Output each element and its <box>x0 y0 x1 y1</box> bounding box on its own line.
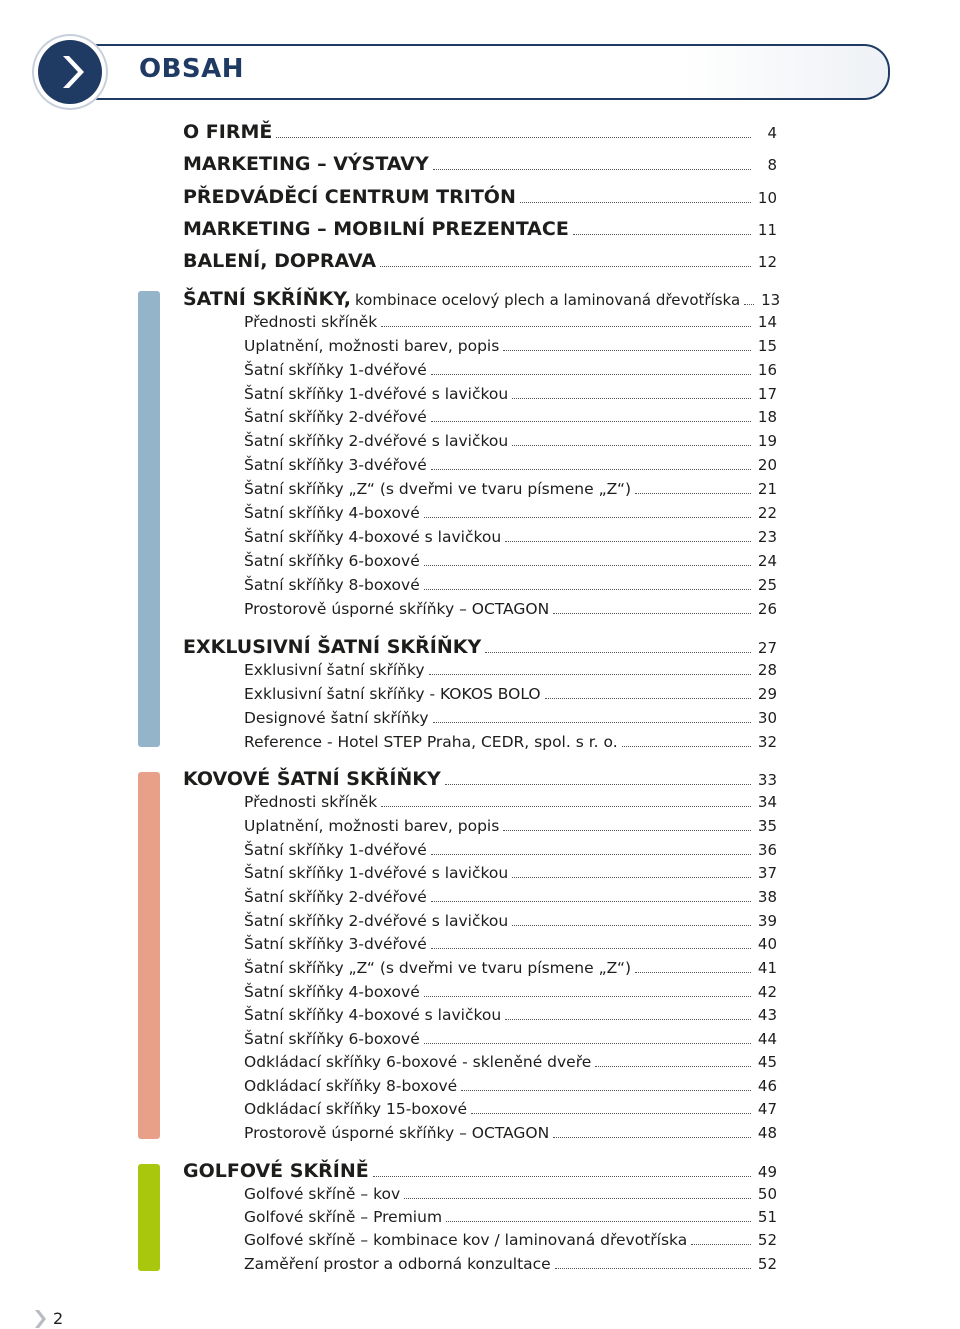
toc-entry[interactable] <box>244 576 777 594</box>
toc-entry-label: Šatní skříňky 6-boxové <box>244 1030 420 1048</box>
toc-entry-page: 10 <box>757 189 777 207</box>
dot-leader <box>512 925 751 926</box>
toc-entry-page: 24 <box>757 552 777 570</box>
dot-leader <box>622 746 751 747</box>
toc-entry-label: Šatní skříňky 2-dvéřové s lavičkou <box>244 432 509 450</box>
toc-entry-page: 26 <box>757 600 777 618</box>
toc-entry-page: 43 <box>757 1006 777 1024</box>
toc-entry[interactable] <box>244 432 777 450</box>
dot-leader <box>429 674 751 675</box>
toc-entry-page: 39 <box>757 912 777 930</box>
dot-leader <box>553 613 751 614</box>
toc-entry[interactable] <box>244 313 777 331</box>
toc-entry[interactable] <box>244 1077 777 1095</box>
toc-entry-page: 41 <box>757 959 777 977</box>
toc-entry-label: Exklusivní šatní skříňky <box>244 661 425 679</box>
toc-entry-page: 47 <box>757 1100 777 1118</box>
dot-leader <box>512 398 751 399</box>
dot-leader <box>461 1090 751 1091</box>
toc-entry-page: 27 <box>757 639 777 657</box>
toc-entry-label: Exklusivní šatní skříňky - KOKOS BOLO <box>244 685 541 703</box>
toc-entry-page: 25 <box>757 576 777 594</box>
dot-leader <box>424 1043 751 1044</box>
section-bar-satni-skrinky <box>138 291 160 747</box>
toc-entry[interactable] <box>244 709 777 727</box>
chevron-right-icon <box>38 40 102 104</box>
toc-entry-label: ŠATNÍ SKŘÍŇKY, <box>183 288 352 310</box>
toc-entry-label: Šatní skříňky 1-dvéřové <box>244 841 427 859</box>
toc-entry-sublabel: kombinace ocelový plech a laminovaná dřevotříska <box>355 291 741 309</box>
dot-leader <box>505 541 751 542</box>
section-bar-golfove-skrine <box>138 1164 160 1271</box>
dot-leader <box>545 698 751 699</box>
dot-leader <box>573 234 751 235</box>
toc-entry-page: 52 <box>757 1231 777 1249</box>
toc-entry-label: Uplatnění, možnosti barev, popis <box>244 817 500 835</box>
toc-entry-page: 18 <box>757 408 777 426</box>
toc-entry[interactable] <box>244 817 777 835</box>
toc-entry-page: 50 <box>757 1185 777 1203</box>
toc-entry[interactable] <box>244 1124 777 1142</box>
toc-entry[interactable] <box>244 1208 777 1226</box>
toc-entry[interactable] <box>244 864 777 882</box>
dot-leader <box>512 445 751 446</box>
dot-leader <box>555 1268 751 1269</box>
dot-leader <box>635 493 751 494</box>
toc-entry-page: 13 <box>761 291 781 309</box>
toc-entry-label: GOLFOVÉ SKŘÍNĚ <box>183 1160 369 1182</box>
toc-entry-label: EXKLUSIVNÍ ŠATNÍ SKŘÍŇKY <box>183 636 482 658</box>
dot-leader <box>424 517 751 518</box>
dot-leader <box>381 326 751 327</box>
toc-entry[interactable] <box>183 288 781 310</box>
toc-entry-page: 48 <box>757 1124 777 1142</box>
dot-leader <box>505 1019 751 1020</box>
toc-entry[interactable] <box>244 888 777 906</box>
dot-leader <box>431 374 751 375</box>
toc-entry[interactable] <box>244 1030 777 1048</box>
header-chevron-badge <box>38 40 102 104</box>
toc-entry-page: 4 <box>767 124 777 142</box>
toc-entry-page: 8 <box>767 156 777 174</box>
toc-entry-page: 38 <box>757 888 777 906</box>
toc-entry-page: 36 <box>757 841 777 859</box>
toc-entry-label: Prostorově úsporné skříňky – OCTAGON <box>244 600 550 618</box>
toc-entry[interactable] <box>244 1231 777 1249</box>
dot-leader <box>431 948 751 949</box>
toc-entry-label: Šatní skříňky 8-boxové <box>244 576 420 594</box>
dot-leader <box>691 1244 751 1245</box>
toc-entry-label: Šatní skříňky 4-boxové s lavičkou <box>244 1006 502 1024</box>
toc-entry[interactable] <box>183 186 777 208</box>
dot-leader <box>431 469 751 470</box>
toc-entry-page: 32 <box>757 733 777 751</box>
dot-leader <box>424 565 751 566</box>
dot-leader <box>404 1198 751 1199</box>
toc-entry[interactable] <box>183 218 777 240</box>
dot-leader <box>512 877 751 878</box>
toc-entry[interactable] <box>244 337 777 355</box>
toc-entry-label: Prostorově úsporné skříňky – OCTAGON <box>244 1124 550 1142</box>
toc-entry[interactable] <box>244 528 777 546</box>
dot-leader <box>381 806 751 807</box>
toc-entry-label: Golfové skříně – Premium <box>244 1208 443 1226</box>
toc-entry-label: Šatní skříňky 2-dvéřové s lavičkou <box>244 912 509 930</box>
dot-leader <box>503 830 751 831</box>
toc-entry-page: 33 <box>757 771 777 789</box>
toc-entry-page: 17 <box>757 385 777 403</box>
dot-leader <box>431 854 751 855</box>
dot-leader <box>445 784 751 785</box>
dot-leader <box>276 137 751 138</box>
page-title: OBSAH <box>139 54 245 84</box>
toc-entry[interactable] <box>183 121 777 143</box>
toc-entry-page: 22 <box>757 504 777 522</box>
dot-leader <box>553 1137 751 1138</box>
toc-entry-label: Šatní skříňky „Z“ (s dveřmi ve tvaru písmene „Z“) <box>244 959 632 977</box>
toc-entry[interactable] <box>244 1006 777 1024</box>
toc-entry[interactable] <box>244 1100 777 1118</box>
toc-entry[interactable] <box>244 912 777 930</box>
toc-entry[interactable] <box>244 685 777 703</box>
toc-entry-label: Šatní skříňky 2-dvéřové <box>244 888 427 906</box>
toc-entry-label: Přednosti skříněk <box>244 793 378 811</box>
toc-entry[interactable] <box>244 793 777 811</box>
toc-entry-page: 37 <box>757 864 777 882</box>
toc-entry-page: 19 <box>757 432 777 450</box>
toc-entry[interactable] <box>183 768 777 790</box>
toc-entry[interactable] <box>244 600 777 618</box>
toc-entry-label: Reference - Hotel STEP Praha, CEDR, spol. s r. o. <box>244 733 618 751</box>
toc-entry-page: 20 <box>757 456 777 474</box>
toc-entry[interactable] <box>244 1185 777 1203</box>
toc-entry-page: 15 <box>757 337 777 355</box>
toc-entry-page: 51 <box>757 1208 777 1226</box>
toc-entry-label: Uplatnění, možnosti barev, popis <box>244 337 500 355</box>
toc-entry-label: Designové šatní skříňky <box>244 709 429 727</box>
toc-entry-page: 14 <box>757 313 777 331</box>
toc-entry-label: Šatní skříňky 4-boxové s lavičkou <box>244 528 502 546</box>
toc-entry[interactable] <box>244 385 777 403</box>
toc-entry-label: Šatní skříňky 1-dvéřové s lavičkou <box>244 385 509 403</box>
dot-leader <box>520 202 751 203</box>
toc-entry-label: Odkládací skříňky 6-boxové - skleněné dveře <box>244 1053 592 1071</box>
toc-entry-page: 40 <box>757 935 777 953</box>
toc-entry[interactable] <box>244 733 777 751</box>
toc-entry[interactable] <box>183 153 777 175</box>
dot-leader <box>433 169 751 170</box>
toc-entry-label: Golfové skříně – kov <box>244 1185 401 1203</box>
toc-entry[interactable] <box>244 361 777 379</box>
dot-leader <box>431 421 751 422</box>
dot-leader <box>446 1221 751 1222</box>
toc-entry[interactable] <box>183 1160 777 1182</box>
toc-entry[interactable] <box>244 504 777 522</box>
toc-entry-page: 30 <box>757 709 777 727</box>
toc-entry-label: Zaměření prostor a odborná konzultace <box>244 1255 551 1273</box>
toc-entry-page: 23 <box>757 528 777 546</box>
toc-entry-label: Šatní skříňky 1-dvéřové s lavičkou <box>244 864 509 882</box>
toc-entry-label: O FIRMĚ <box>183 121 273 143</box>
toc-entry-label: Přednosti skříněk <box>244 313 378 331</box>
toc-entry-label: Šatní skříňky „Z“ (s dveřmi ve tvaru písmene „Z“) <box>244 480 632 498</box>
toc-entry-label: Šatní skříňky 2-dvéřové <box>244 408 427 426</box>
dot-leader <box>485 652 751 653</box>
toc-entry-page: 28 <box>757 661 777 679</box>
toc-entry-label: Šatní skříňky 4-boxové <box>244 504 420 522</box>
toc-entry-page: 44 <box>757 1030 777 1048</box>
toc-entry-page: 34 <box>757 793 777 811</box>
toc-entry[interactable] <box>244 456 777 474</box>
chevron-right-icon <box>33 1309 47 1329</box>
toc-entry-page: 11 <box>757 221 777 239</box>
toc-entry-label: Golfové skříně – kombinace kov / laminovaná dřevotříska <box>244 1231 688 1249</box>
toc-entry-label: Šatní skříňky 6-boxové <box>244 552 420 570</box>
toc-entry[interactable] <box>244 552 777 570</box>
toc-entry[interactable] <box>183 636 777 658</box>
toc-entry-page: 21 <box>757 480 777 498</box>
toc-entry-label: Šatní skříňky 3-dvéřové <box>244 935 427 953</box>
dot-leader <box>471 1113 751 1114</box>
toc-entry[interactable] <box>244 935 777 953</box>
page-number: 2 <box>53 1309 64 1328</box>
toc-entry-page: 42 <box>757 983 777 1001</box>
dot-leader <box>373 1176 751 1177</box>
toc-entry[interactable] <box>244 1255 777 1273</box>
toc-entry-page: 16 <box>757 361 777 379</box>
toc-entry-label: Šatní skříňky 1-dvéřové <box>244 361 427 379</box>
dot-leader <box>424 996 751 997</box>
toc-entry-page: 45 <box>757 1053 777 1071</box>
toc-entry-page: 29 <box>757 685 777 703</box>
dot-leader <box>635 972 751 973</box>
dot-leader <box>424 589 751 590</box>
toc-entry-label: Šatní skříňky 4-boxové <box>244 983 420 1001</box>
dot-leader <box>595 1066 751 1067</box>
toc-entry[interactable] <box>244 1053 777 1071</box>
toc-entry[interactable] <box>244 983 777 1001</box>
toc-entry-label: MARKETING – VÝSTAVY <box>183 153 429 175</box>
dot-leader <box>380 266 751 267</box>
toc-entry[interactable] <box>183 250 777 272</box>
toc-entry[interactable] <box>244 841 777 859</box>
toc-entry[interactable] <box>244 408 777 426</box>
dot-leader <box>744 304 754 305</box>
toc-entry[interactable] <box>244 480 777 498</box>
toc-entry[interactable] <box>244 661 777 679</box>
toc-entry-label: BALENÍ, DOPRAVA <box>183 250 377 272</box>
toc-entry-label: Odkládací skříňky 8-boxové <box>244 1077 458 1095</box>
toc-entry-page: 46 <box>757 1077 777 1095</box>
dot-leader <box>503 350 751 351</box>
toc-entry-page: 52 <box>757 1255 777 1273</box>
toc-entry-label: KOVOVÉ ŠATNÍ SKŘÍŇKY <box>183 768 441 790</box>
toc-entry-page: 49 <box>757 1163 777 1181</box>
dot-leader <box>433 722 752 723</box>
section-bar-kovove-skrinky <box>138 772 160 1139</box>
toc-entry-page: 12 <box>757 253 777 271</box>
toc-entry-label: Odkládací skříňky 15-boxové <box>244 1100 468 1118</box>
dot-leader <box>431 901 751 902</box>
toc-entry-label: MARKETING – MOBILNÍ PREZENTACE <box>183 218 569 240</box>
toc-entry-label: PŘEDVÁDĚCÍ CENTRUM TRITÓN <box>183 186 516 208</box>
toc-entry[interactable] <box>244 959 777 977</box>
toc-entry-page: 35 <box>757 817 777 835</box>
toc-entry-label: Šatní skříňky 3-dvéřové <box>244 456 427 474</box>
